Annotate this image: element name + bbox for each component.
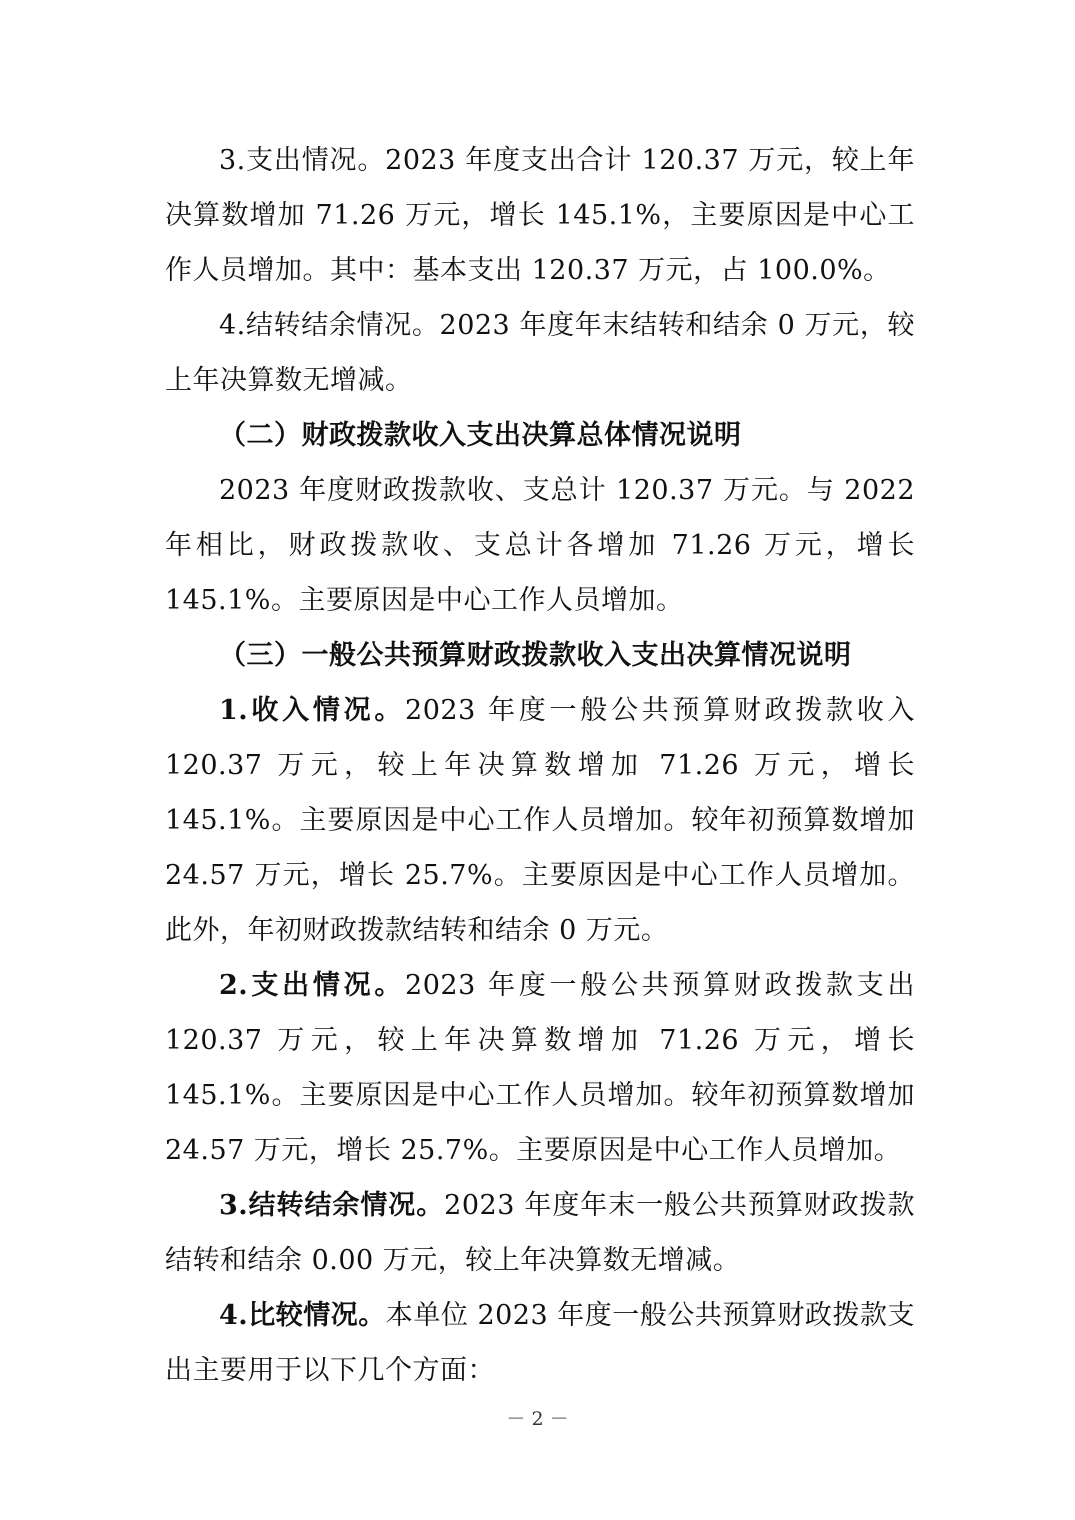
paragraph-spending-lead: 2.支出情况。 — [219, 970, 406, 1001]
document-body — [165, 133, 915, 1398]
paragraph-comparison — [165, 1288, 915, 1398]
paragraph-expenditure: 3.支出情况。2023 年度支出合计 120.37 万元，较上年决算数增加 71.26 万元，增长 145.1%，主要原因是中心工作人员增加。其中：基本支出 120.37 万元，占 100.0%。 — [165, 145, 915, 286]
section-heading-general-budget: （三）一般公共预算财政拨款收入支出决算情况说明 — [219, 640, 852, 671]
paragraph-income — [165, 683, 915, 958]
paragraph-comparison-lead: 4.比较情况。 — [219, 1300, 386, 1331]
paragraph-balance-body: 2023 年度年末一般公共预算财政拨款结转和结余 0.00 万元，较上年决算数无增减。 — [165, 1190, 916, 1276]
paragraph-spending-body: 2023 年度一般公共预算财政拨款支出 120.37 万元，较上年决算数增加 71.26 万元，增长 145.1%。主要原因是中心工作人员增加。较年初预算数增加 24.57 万元，增长 25.7%。主要原因是中心工作人员增加。 — [165, 970, 916, 1166]
paragraph-income-lead: 1.收入情况。 — [219, 695, 406, 726]
paragraph-balance-lead: 3.结转结余情况。 — [219, 1190, 445, 1221]
paragraph-fiscal-overall: 2023 年度财政拨款收、支总计 120.37 万元。与 2022 年相比，财政拨款收、支总计各增加 71.26 万元，增长 145.1%。主要原因是中心工作人员增加。 — [165, 475, 915, 616]
paragraph-spending — [165, 958, 915, 1178]
paragraph-carryover: 4.结转结余情况。2023 年度年末结转和结余 0 万元，较上年决算数无增减。 — [165, 310, 915, 396]
page-number: － 2 － — [506, 1408, 569, 1430]
paragraph-balance — [165, 1178, 915, 1288]
paragraph-income-body: 2023 年度一般公共预算财政拨款收入 120.37 万元，较上年决算数增加 71.26 万元，增长 145.1%。主要原因是中心工作人员增加。较年初预算数增加 24.57 万元，增长 25.7%。主要原因是中心工作人员增加。此外，年初财政拨款结转和结余 0 万元。 — [165, 695, 916, 946]
section-heading-fiscal-overall: （二）财政拨款收入支出决算总体情况说明 — [219, 420, 742, 451]
paragraph-comparison-body: 本单位 2023 年度一般公共预算财政拨款支出主要用于以下几个方面： — [165, 1300, 915, 1386]
